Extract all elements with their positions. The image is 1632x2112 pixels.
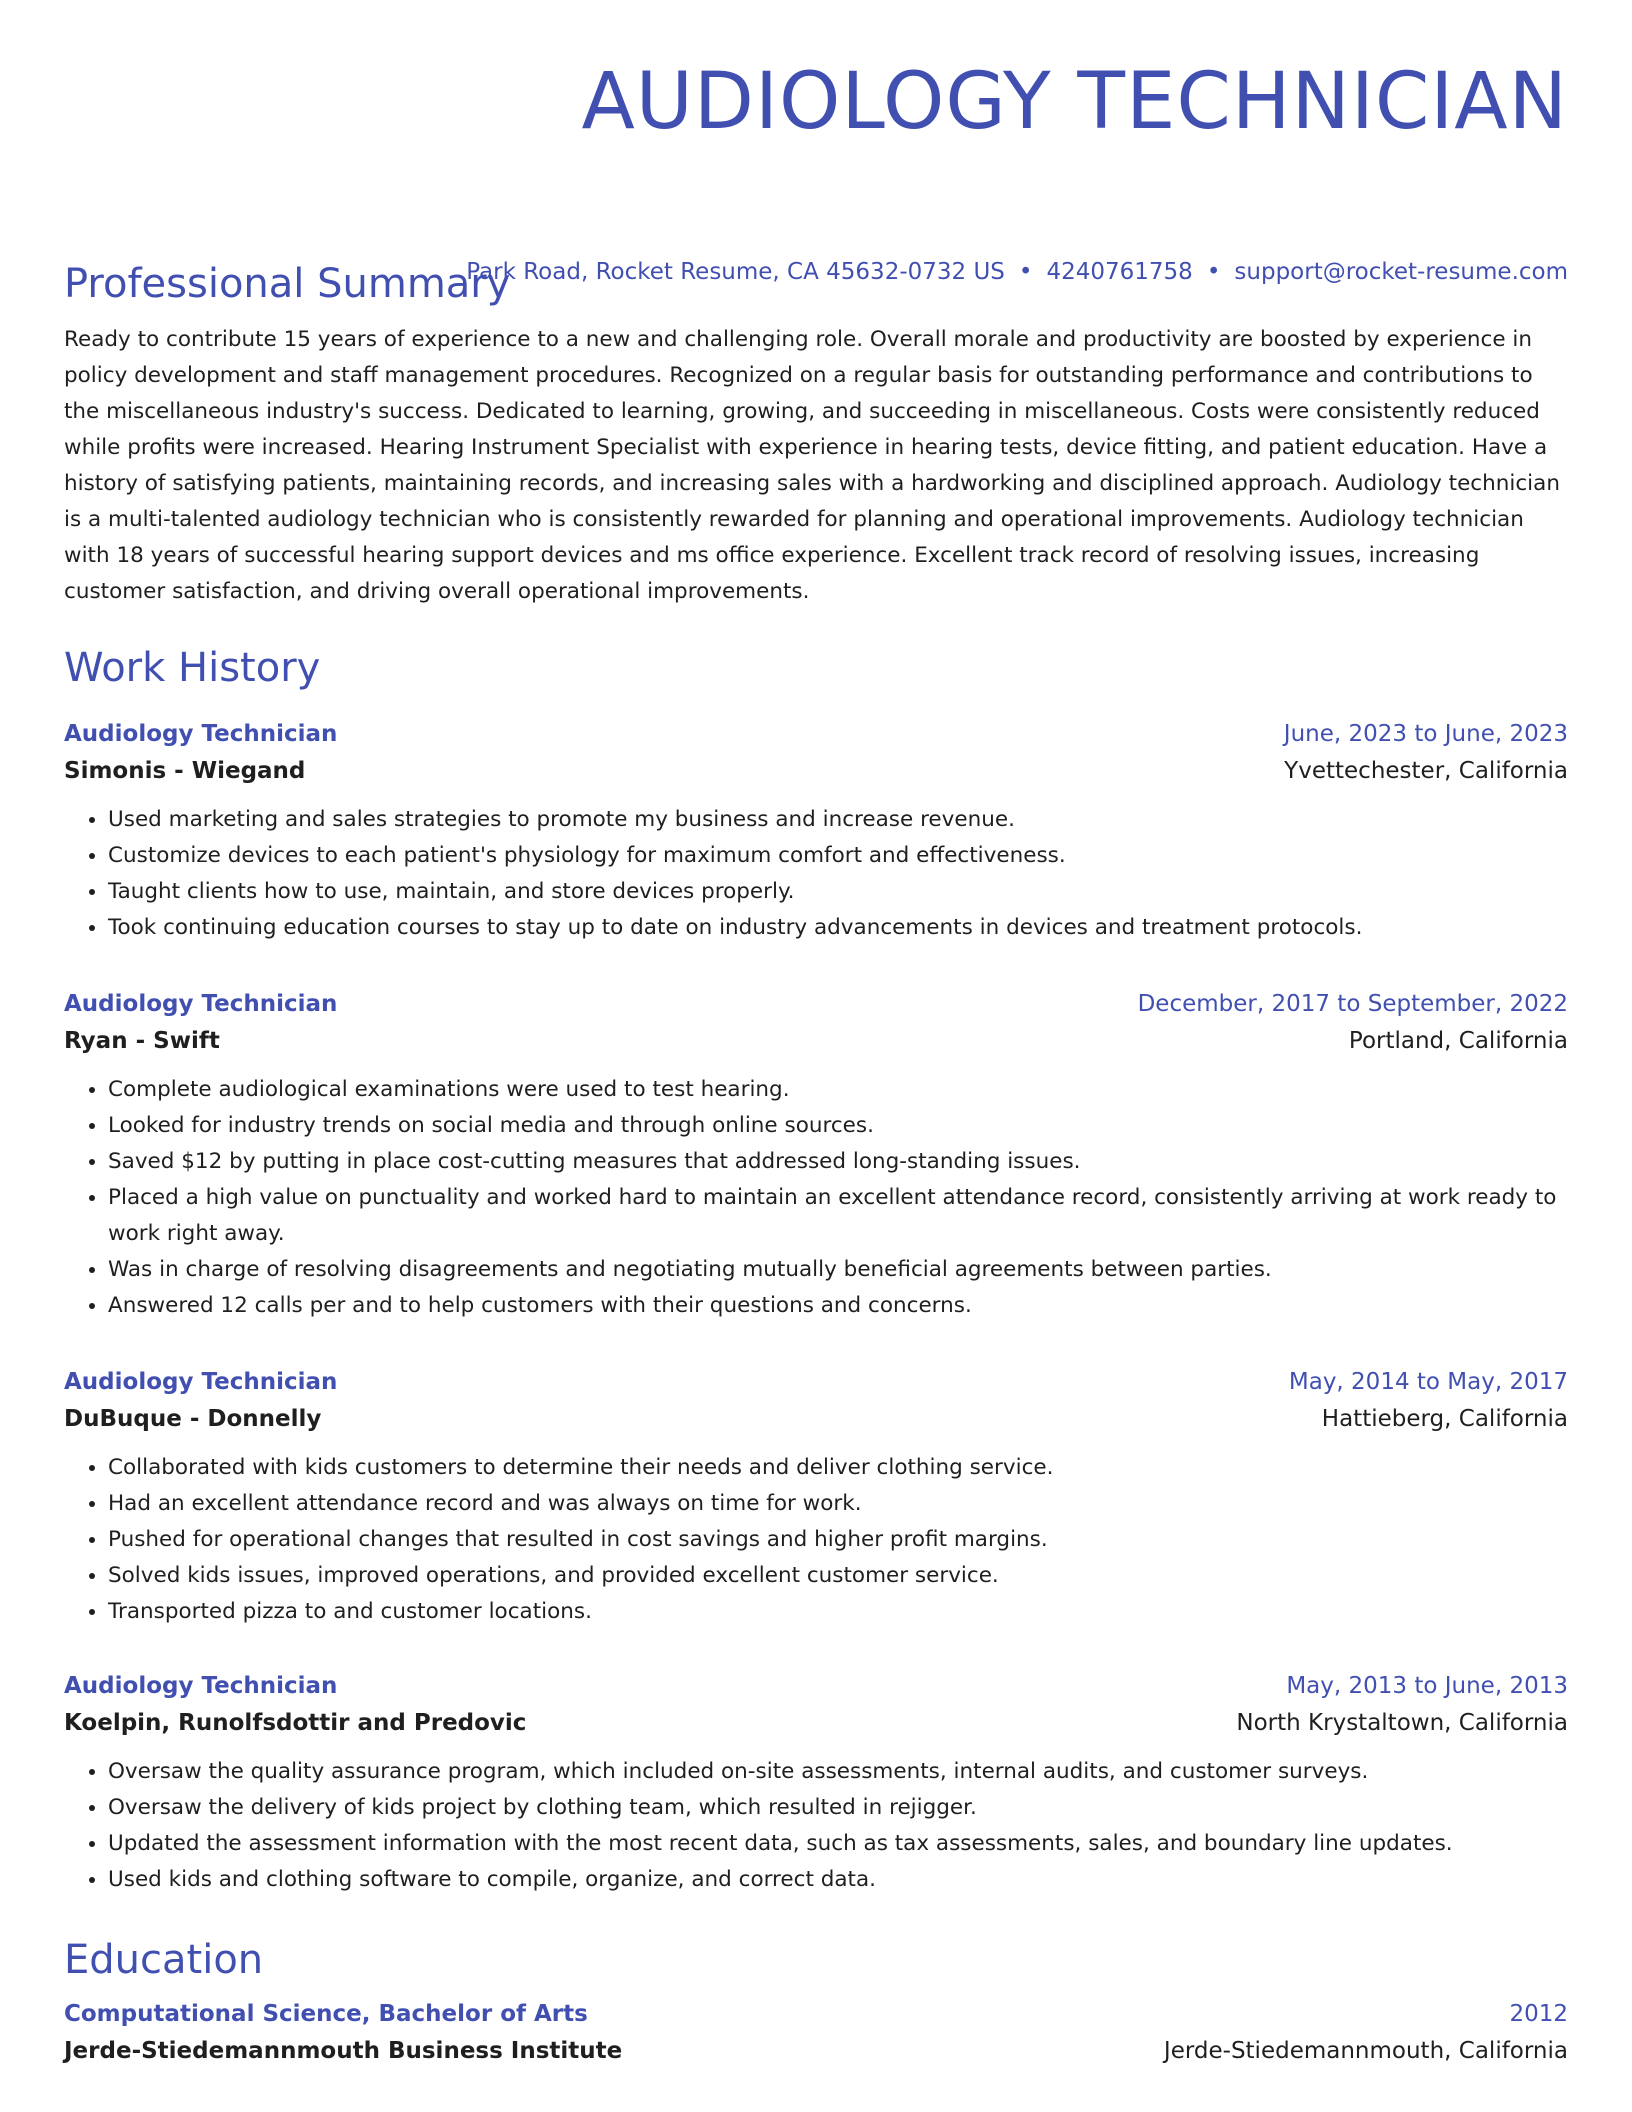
job-company: DuBuque - Donnelly (64, 1406, 322, 1432)
education-year: 2012 (1509, 2001, 1568, 2027)
job-company-row (64, 1704, 1568, 1742)
job-bullet: • Complete audiological examinations were used to test hearing. (108, 1072, 1568, 1108)
job-company-row (64, 1022, 1568, 1060)
job-bullet: • Used kids and clothing software to compile, organize, and correct data. (108, 1862, 1568, 1898)
job-bullet: • Was in charge of resolving disagreements and negotiating mutually beneficial agreements between parties. (108, 1252, 1568, 1288)
job-bullet: • Answered 12 calls per and to help customers with their questions and concerns. (108, 1288, 1568, 1324)
job-header-row (64, 1668, 1568, 1704)
job-company: Koelpin, Runolfsdottir and Predovic (64, 1710, 527, 1736)
job-bullet: • Taught clients how to use, maintain, and store devices properly. (108, 874, 1568, 910)
summary-heading: Professional Summary (64, 261, 511, 307)
job-dates: June, 2023 to June, 2023 (1283, 721, 1568, 747)
contact-email: support@rocket-resume.com (1234, 259, 1568, 285)
job-company: Ryan - Swift (64, 1028, 220, 1054)
work-history-section (64, 642, 1568, 694)
education-heading: Education (64, 1937, 264, 1983)
job-header-row (64, 1364, 1568, 1400)
job-title: Audiology Technician (64, 721, 338, 747)
job-location: North Krystaltown, California (1236, 1710, 1568, 1736)
job-location: Yvettechester, California (1284, 758, 1568, 784)
job-bullet: • Placed a high value on punctuality and worked hard to maintain an excellent attendance record, consistently arriving at work ready to work right away. (108, 1180, 1568, 1252)
education-header-row (64, 1996, 1568, 2032)
resume-name: AUDIOLOGY TECHNICIAN (581, 57, 1568, 147)
education-section (64, 1934, 1568, 2070)
education-location: Jerde-Stiedemannmouth, California (1163, 2038, 1568, 2064)
job-bullets (64, 1450, 1568, 1630)
contact-phone: 4240761758 (1046, 259, 1193, 285)
job-bullet: • Customize devices to each patient's physiology for maximum comfort and effectiveness. (108, 838, 1568, 874)
job-title: Audiology Technician (64, 1369, 338, 1395)
job-header-row (64, 986, 1568, 1022)
job-entry (64, 986, 1568, 1324)
education-school: Jerde-Stiedemannmouth Business Institute (64, 2038, 623, 2064)
job-dates: May, 2014 to May, 2017 (1288, 1369, 1568, 1395)
job-company-row (64, 1400, 1568, 1438)
job-location: Portland, California (1348, 1028, 1568, 1054)
job-entry (64, 716, 1568, 946)
job-bullet: • Looked for industry trends on social media and through online sources. (108, 1108, 1568, 1144)
summary-text: Ready to contribute 15 years of experience to a new and challenging role. Overall morale and productivity are boosted by experience in policy development and staff management procedures. Recognized on a regular basis for outstanding performance and contributions to the miscellaneous industry's success. Dedicated to learning, growing, and succeeding in miscellaneous. Costs were consistently reduced while profits were increased. Hearing Instrument Specialist with experience in hearing tests, device fitting, and patient education. Have a history of satisfying patients, maintaining records, and increasing sales with a hardworking and disciplined approach. Audiology technician is a multi-talented audiology technician who is consistently rewarded for planning and operational improvements. Audiology technician with 18 years of successful hearing support devices and ms office experience. Excellent track record of resolving issues, increasing customer satisfaction, and driving overall operational improvements. (64, 327, 1560, 604)
job-bullets (64, 1072, 1568, 1324)
job-bullet: • Used marketing and sales strategies to promote my business and increase revenue. (108, 802, 1568, 838)
job-bullet: • Updated the assessment information with the most recent data, such as tax assessments, sales, and boundary line updates. (108, 1826, 1568, 1862)
job-title: Audiology Technician (64, 1673, 338, 1699)
job-entry (64, 1668, 1568, 1898)
job-bullet: • Collaborated with kids customers to determine their needs and deliver clothing service. (108, 1450, 1568, 1486)
job-bullet: • Saved $12 by putting in place cost-cutting measures that addressed long-standing issues. (108, 1144, 1568, 1180)
job-entry (64, 1364, 1568, 1630)
contact-separator: • (1018, 259, 1033, 285)
job-bullets (64, 1754, 1568, 1898)
job-bullet: • Pushed for operational changes that resulted in cost savings and higher profit margins. (108, 1522, 1568, 1558)
contact-address: Park Road, Rocket Resume, CA 45632-0732 US (466, 259, 1005, 285)
job-bullet: • Solved kids issues, improved operations, and provided excellent customer service. (108, 1558, 1568, 1594)
job-company: Simonis - Wiegand (64, 758, 306, 784)
job-header-row (64, 716, 1568, 752)
job-bullet: • Had an excellent attendance record and was always on time for work. (108, 1486, 1568, 1522)
job-dates: December, 2017 to September, 2022 (1137, 991, 1568, 1017)
job-bullet: • Oversaw the delivery of kids project by clothing team, which resulted in rejigger. (108, 1790, 1568, 1826)
education-school-row (64, 2032, 1568, 2070)
job-bullets (64, 802, 1568, 946)
work-history-heading: Work History (64, 645, 321, 691)
job-location: Hattieberg, California (1321, 1406, 1568, 1432)
job-company-row (64, 752, 1568, 790)
job-bullet: • Oversaw the quality assurance program, which included on-site assessments, internal audits, and customer surveys. (108, 1754, 1568, 1790)
contact-separator: • (1206, 259, 1221, 285)
job-bullet: • Took continuing education courses to stay up to date on industry advancements in devices and treatment protocols. (108, 910, 1568, 946)
summary-section (64, 258, 1568, 610)
job-bullet: • Transported pizza to and customer locations. (108, 1594, 1568, 1630)
education-degree: Computational Science, Bachelor of Arts (64, 2001, 588, 2027)
job-title: Audiology Technician (64, 991, 338, 1017)
job-dates: May, 2013 to June, 2013 (1286, 1673, 1568, 1699)
